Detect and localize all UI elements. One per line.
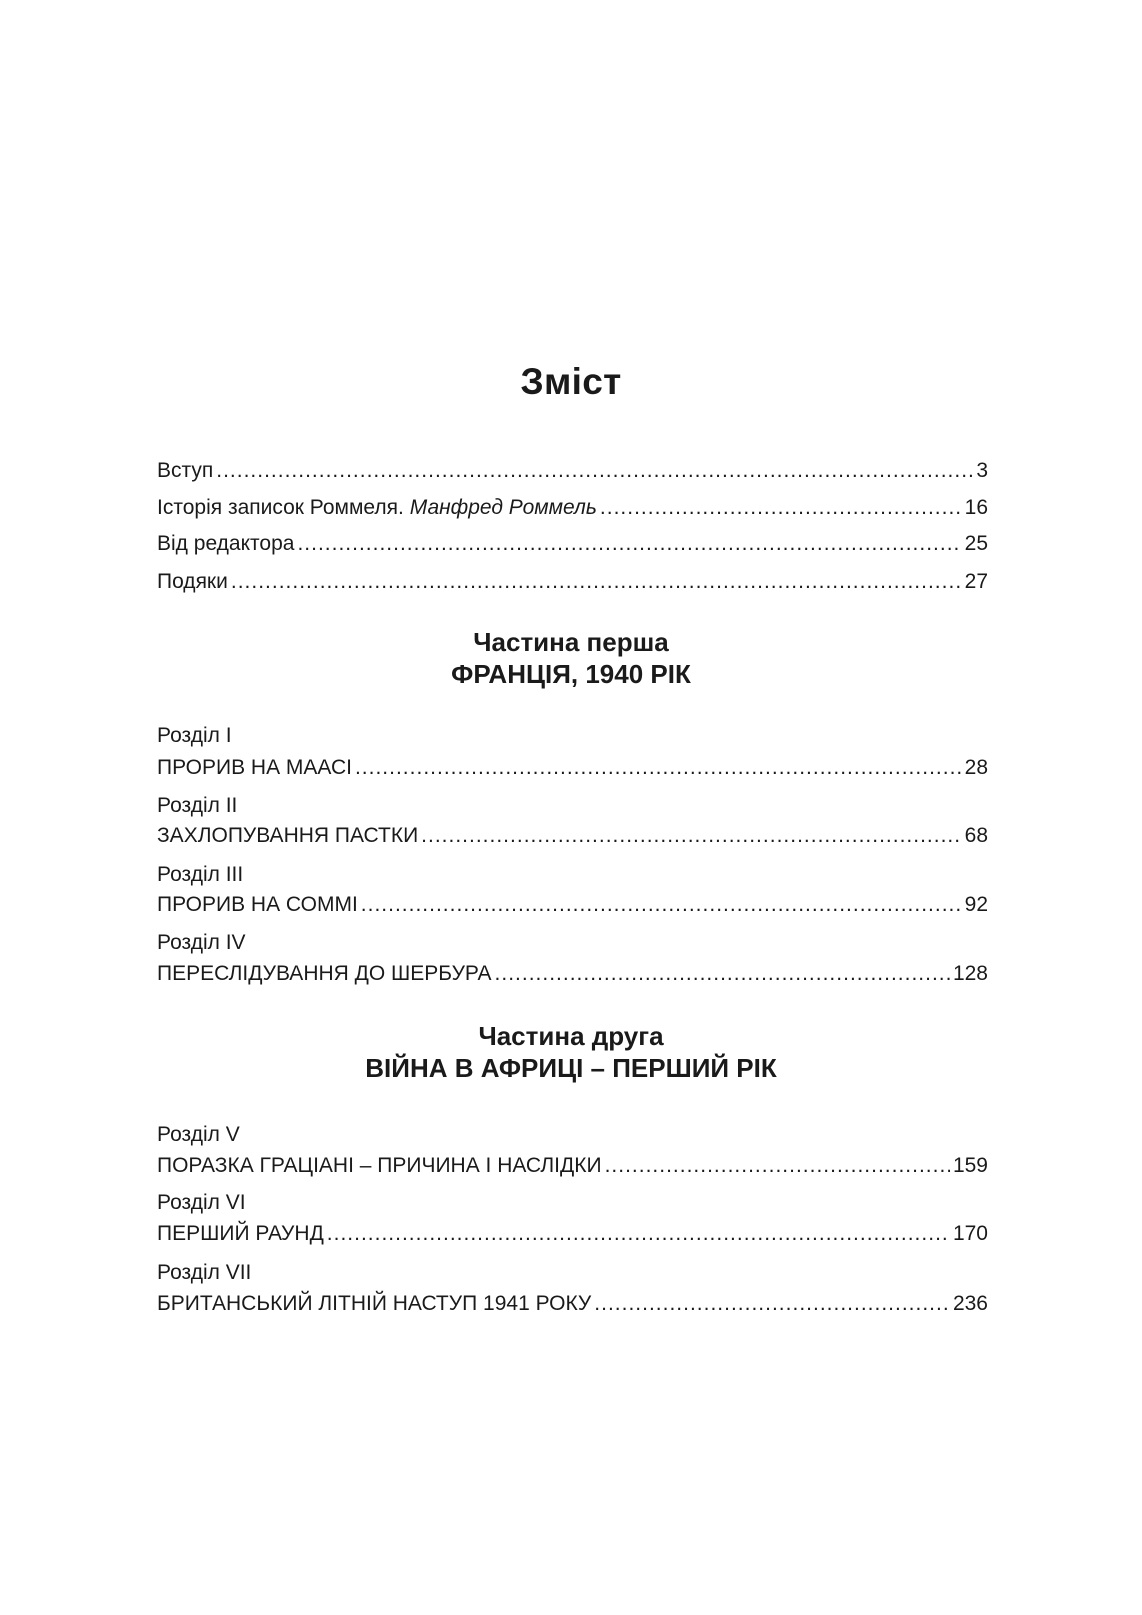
toc-entry-chapter-5[interactable] [157, 1152, 988, 1180]
toc-entry-title: Історія записок Роммеля. [157, 496, 404, 519]
toc-entry-chapter-4[interactable] [157, 960, 988, 988]
part-one-title: ФРАНЦІЯ, 1940 РІК [451, 659, 691, 689]
toc-entry-editor-note[interactable] [157, 530, 988, 558]
dot-leader [297, 530, 961, 558]
toc-entry-text: ЗАХЛОПУВАННЯ ПАСТКИ [157, 824, 419, 847]
toc-page-number: 3 [976, 459, 988, 482]
toc-page-number: 68 [964, 824, 988, 847]
toc-entry-text: Від редактора [157, 532, 295, 555]
toc-entry-acknowledgements[interactable] [157, 568, 988, 596]
dot-leader [361, 891, 962, 919]
toc-entry-text: ПРОРИВ НА СОММІ [157, 893, 358, 916]
chapter-label: Розділ I [157, 724, 232, 747]
toc-entry-chapter-6[interactable] [157, 1220, 988, 1248]
toc-page-number: 236 [952, 1292, 988, 1315]
part-two-title: ВІЙНА В АФРИЦІ – ПЕРШИЙ РІК [365, 1053, 777, 1083]
dot-leader [216, 457, 973, 485]
dot-leader [231, 568, 962, 596]
chapter-label: Розділ V [157, 1123, 240, 1146]
page-title: Зміст [520, 361, 622, 402]
toc-entry-text: Вступ [157, 459, 214, 482]
chapter-label: Розділ VI [157, 1191, 246, 1214]
part-one-label: Частина перша [473, 627, 669, 657]
dot-leader [327, 1220, 950, 1248]
toc-entry-notes-history[interactable] [157, 494, 988, 522]
toc-page-number: 170 [952, 1222, 988, 1245]
toc-page-number: 25 [964, 532, 988, 555]
chapter-label: Розділ VII [157, 1261, 252, 1284]
part-two-label: Частина друга [478, 1021, 664, 1051]
toc-entry-text: ПЕРШИЙ РАУНД [157, 1222, 324, 1245]
toc-entry-chapter-3[interactable] [157, 891, 988, 919]
dot-leader [594, 1290, 950, 1318]
toc-entry-chapter-1[interactable] [157, 754, 988, 782]
toc-entry-text: ПОРАЗКА ГРАЦІАНІ – ПРИЧИНА І НАСЛІДКИ [157, 1154, 602, 1177]
toc-entry-text: БРИТАНСЬКИЙ ЛІТНІЙ НАСТУП 1941 РОКУ [157, 1292, 592, 1315]
toc-entry-introduction[interactable] [157, 457, 988, 485]
chapter-label: Розділ IV [157, 931, 246, 954]
toc-page-number: 27 [964, 570, 988, 593]
dot-leader [421, 822, 961, 850]
toc-entry-text: ПЕРЕСЛІДУВАННЯ ДО ШЕРБУРА [157, 962, 492, 985]
toc-page-number: 16 [964, 496, 988, 519]
dot-leader [355, 754, 962, 782]
chapter-label: Розділ III [157, 863, 244, 886]
chapter-label: Розділ II [157, 794, 238, 817]
toc-entry-chapter-2[interactable] [157, 822, 988, 850]
toc-page-number: 128 [952, 962, 988, 985]
dot-leader [605, 1152, 950, 1180]
toc-entry-text: ПРОРИВ НА МААСІ [157, 756, 352, 779]
toc-entry-text [157, 494, 597, 522]
toc-entry-author: Манфред Роммель [409, 496, 597, 519]
toc-page-number: 159 [952, 1154, 988, 1177]
dot-leader [495, 960, 950, 988]
toc-entry-chapter-7[interactable] [157, 1290, 988, 1318]
toc-page-number: 92 [964, 893, 988, 916]
dot-leader [600, 494, 962, 522]
toc-page-number: 28 [964, 756, 988, 779]
toc-entry-text: Подяки [157, 570, 228, 593]
